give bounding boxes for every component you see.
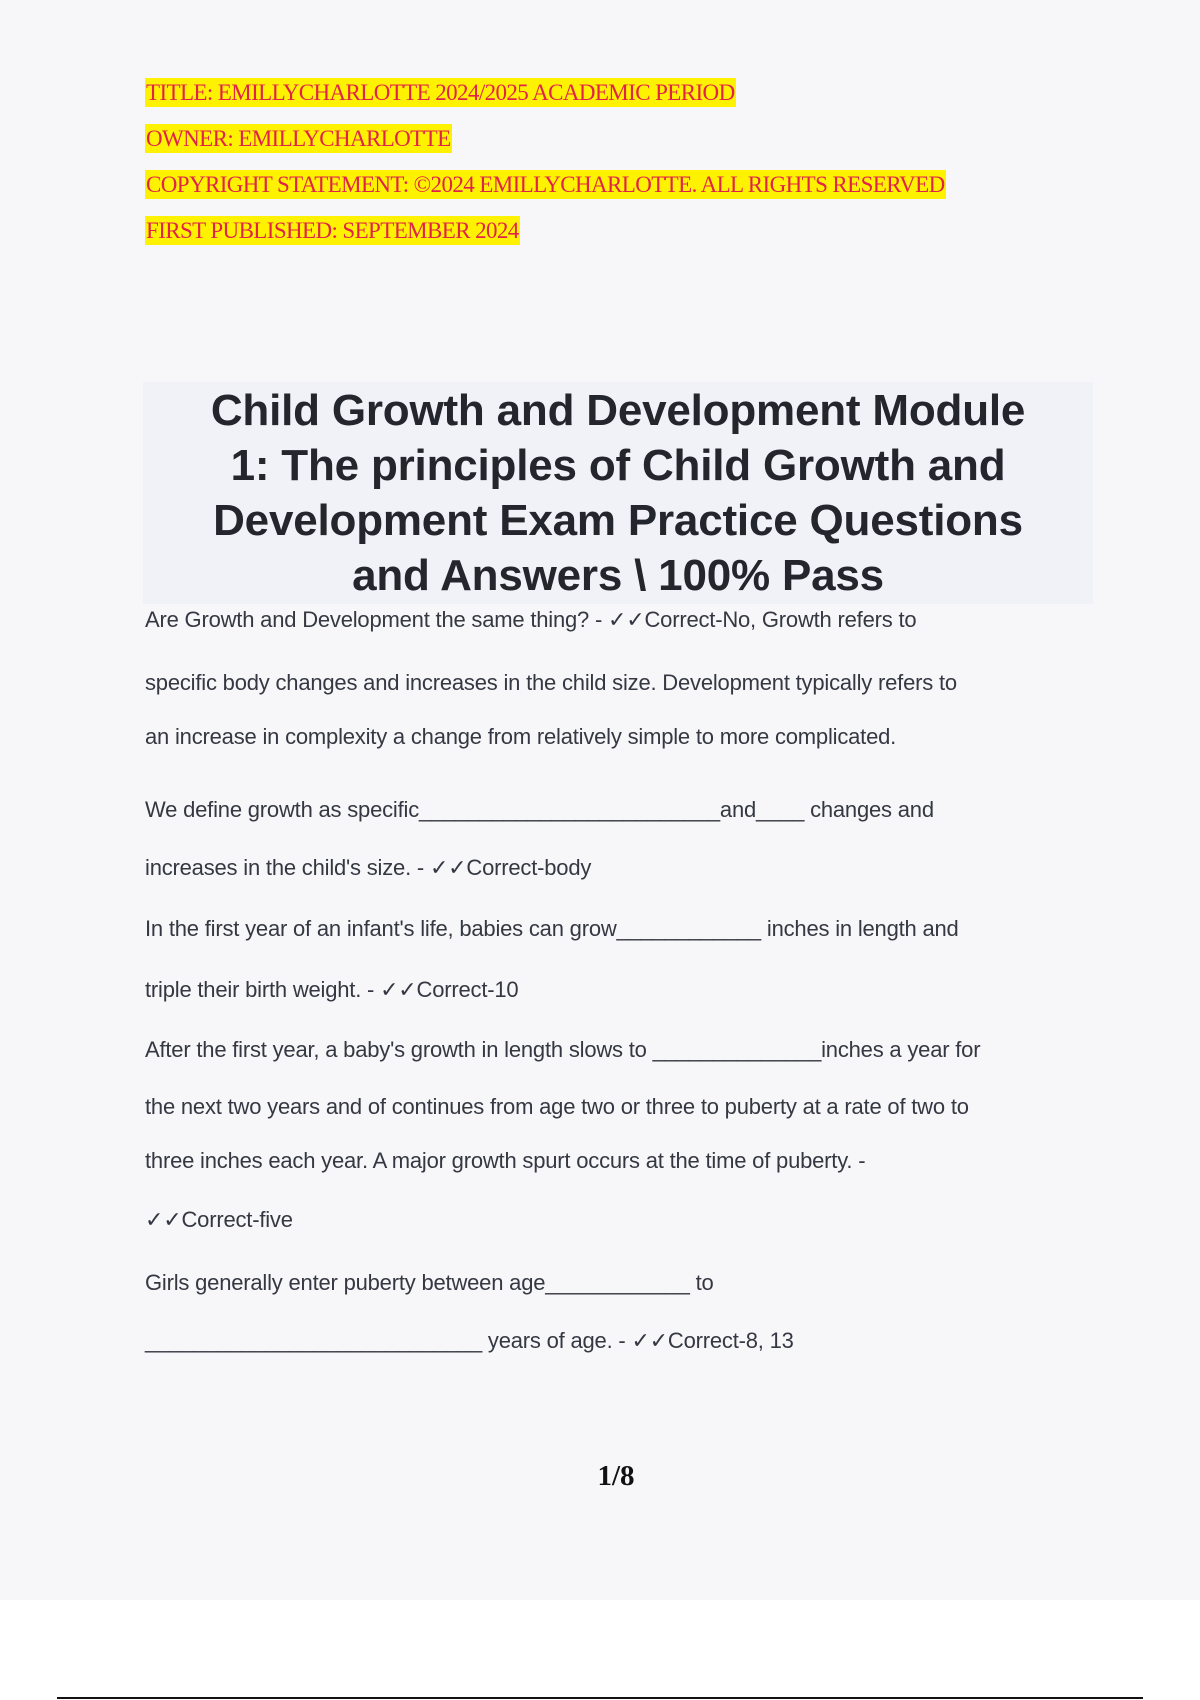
body-line: ✓✓Correct-five	[145, 1207, 293, 1232]
meta-title-line: TITLE: EMILLYCHARLOTTE 2024/2025 ACADEMIC PERIOD	[146, 80, 735, 105]
document-title	[143, 382, 1093, 603]
body-line: We define growth as specific_________________________and____ changes and	[145, 797, 934, 822]
body-line: Are Growth and Development the same thing? - ✓✓Correct-No, Growth refers to	[145, 607, 917, 632]
body-line: three inches each year. A major growth spurt occurs at the time of puberty. -	[145, 1148, 866, 1173]
body-line: ____________________________ years of age. - ✓✓Correct-8, 13	[145, 1328, 794, 1353]
title-line: Development Exam Practice Questions	[213, 496, 1023, 545]
body-line: After the first year, a baby's growth in length slows to ______________inches a year for	[145, 1037, 981, 1062]
body-line: the next two years and of continues from age two or three to puberty at a rate of two to	[145, 1094, 969, 1119]
body-line: triple their birth weight. - ✓✓Correct-10	[145, 977, 519, 1002]
document-title-box	[143, 382, 1093, 604]
document-metadata	[145, 70, 946, 254]
body-line: an increase in complexity a change from relatively simple to more complicated.	[145, 724, 897, 749]
body-line: increases in the child's size. - ✓✓Correct-body	[145, 855, 592, 880]
page-number: 1/8	[597, 1460, 635, 1492]
title-line: and Answers \ 100% Pass	[352, 551, 884, 600]
page-divider	[57, 1697, 1143, 1699]
title-line: Child Growth and Development Module	[210, 386, 1026, 435]
title-line: 1: The principles of Child Growth and	[230, 441, 1006, 490]
meta-owner-line: OWNER: EMILLYCHARLOTTE	[146, 126, 451, 151]
meta-copyright-line: COPYRIGHT STATEMENT: ©2024 EMILLYCHARLOTTE. ALL RIGHTS RESERVED	[146, 172, 945, 197]
body-line: Girls generally enter puberty between age____________ to	[145, 1270, 714, 1295]
body-line: specific body changes and increases in the child size. Development typically refers to	[145, 670, 957, 695]
meta-published-line: FIRST PUBLISHED: SEPTEMBER 2024	[146, 218, 519, 243]
body-line: In the first year of an infant's life, babies can grow____________ inches in length and	[145, 916, 959, 941]
